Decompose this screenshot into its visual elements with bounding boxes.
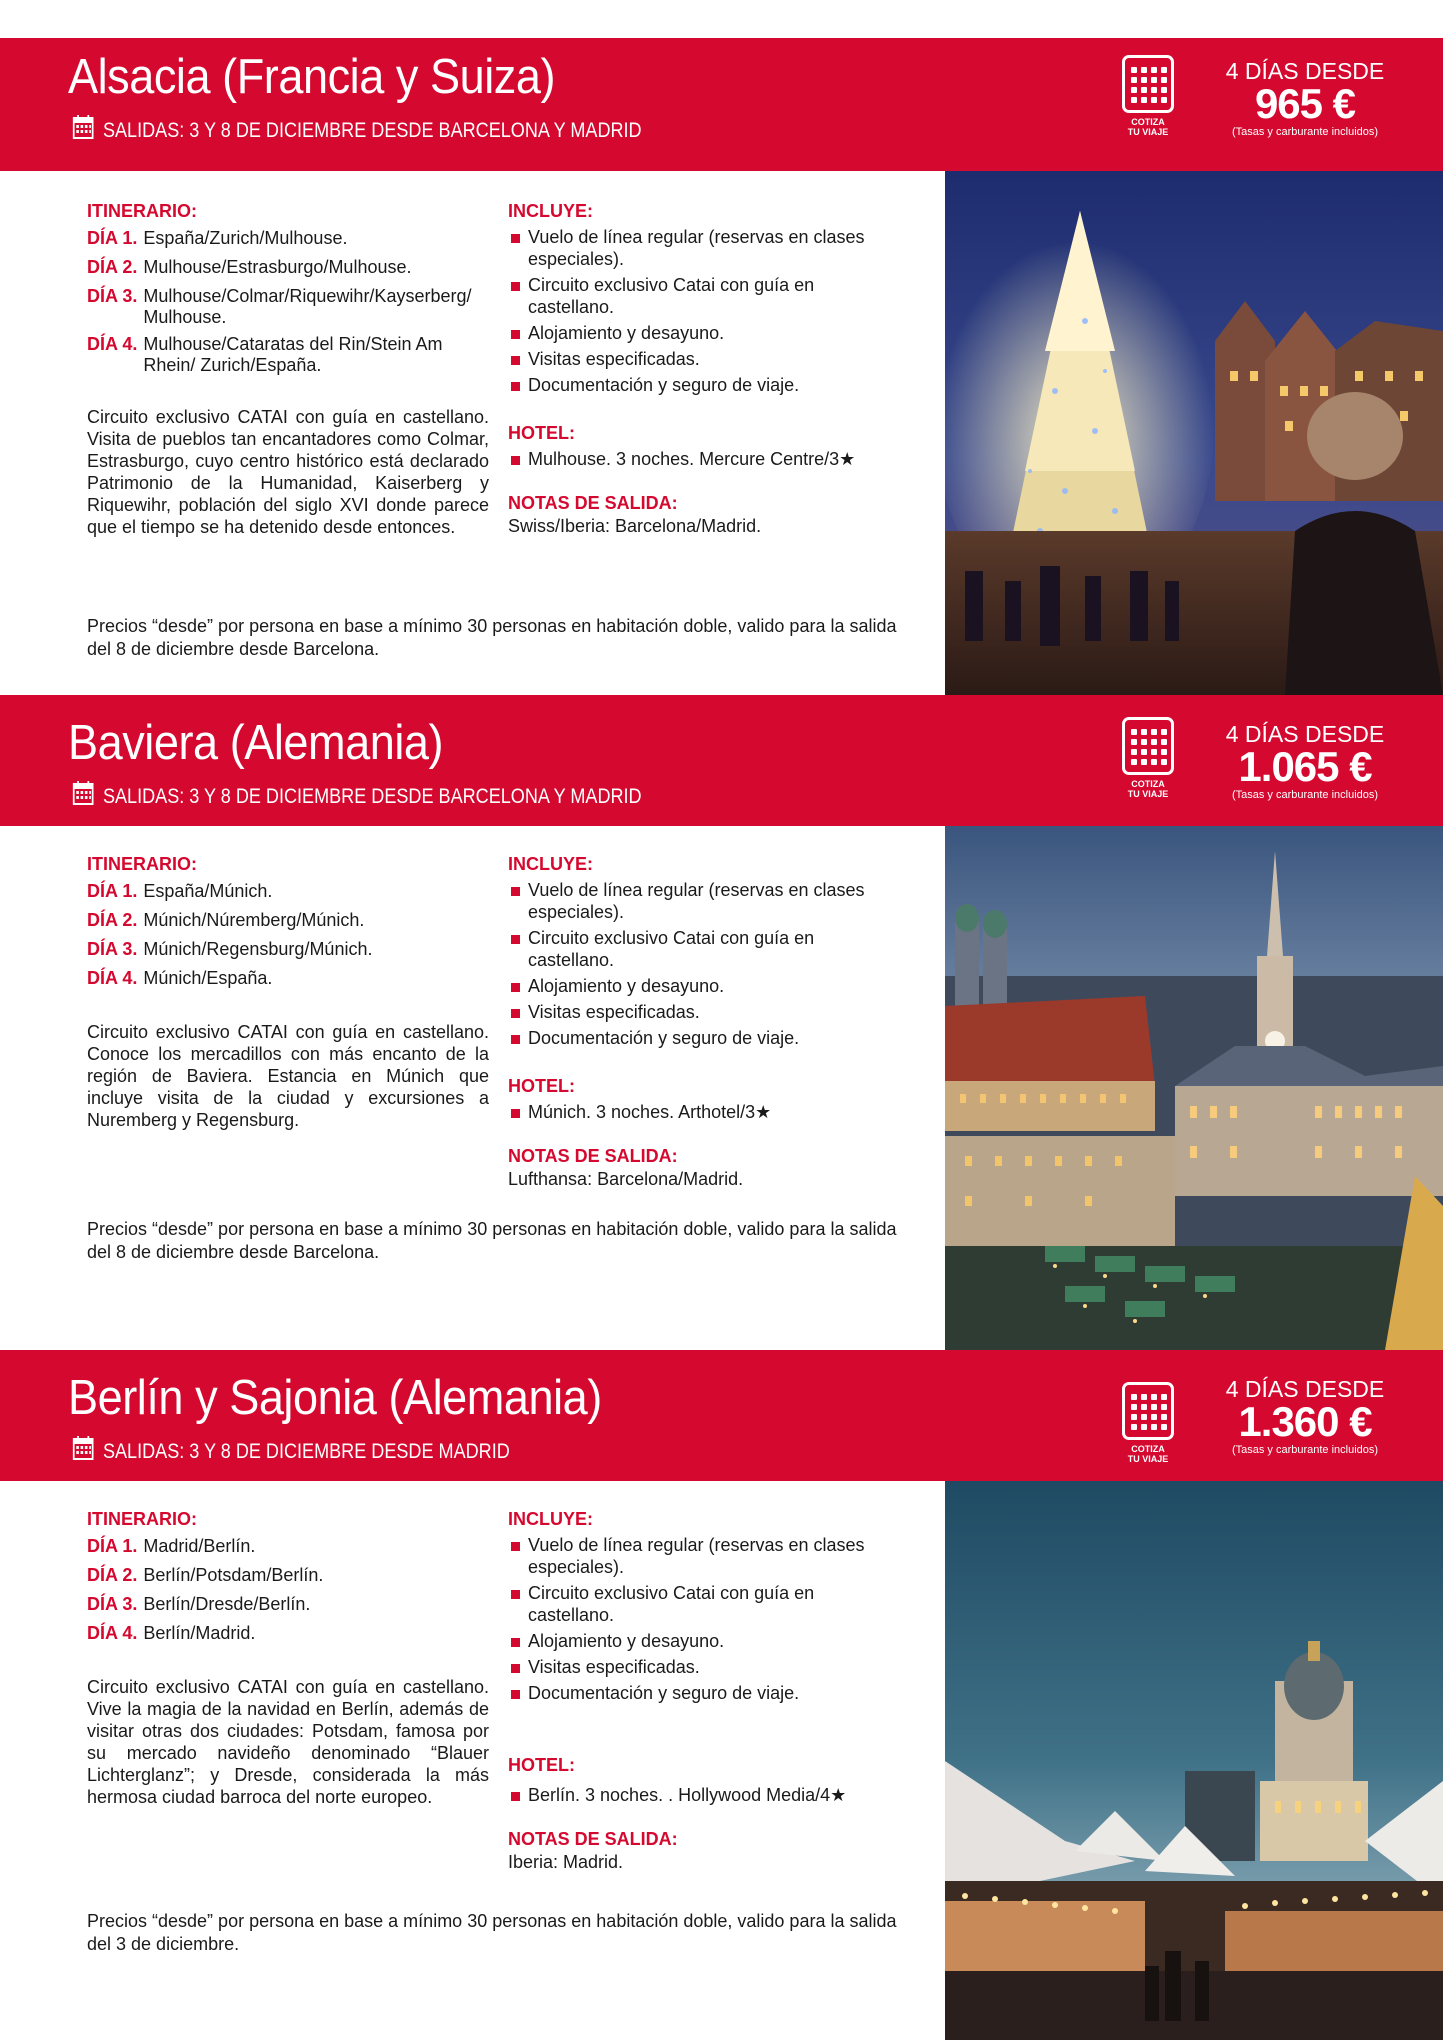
trip-title: Baviera (Alemania) xyxy=(68,716,444,770)
itinerary-day: DÍA 1. Madrid/Berlín. xyxy=(87,1536,256,1556)
quote-label-2: TU VIAJE xyxy=(1127,789,1169,799)
hotel-item: Berlín. 3 noches. . Hollywood Media/4★ xyxy=(508,1784,903,1806)
departure-notes-heading: NOTAS DE SALIDA: xyxy=(508,1146,678,1166)
departures-line xyxy=(72,114,642,144)
price: 1.065 € xyxy=(1238,743,1372,790)
includes-item: Documentación y seguro de viaje. xyxy=(508,1027,903,1049)
itinerary-day: DÍA 2. Mulhouse/Estrasburgo/Mulhouse. xyxy=(87,257,412,277)
calculator-icon xyxy=(1122,1382,1174,1440)
calendar-icon xyxy=(72,1435,94,1465)
includes-item: Vuelo de línea regular (reservas en clases especiales). xyxy=(508,226,878,270)
includes-item: Vuelo de línea regular (reservas en clases especiales). xyxy=(508,1534,878,1578)
quote-button[interactable] xyxy=(1120,55,1176,137)
trip-description: Circuito exclusivo CATAI con guía en castellano. Visita de pueblos tan encantadores como Colmar, Estrasburgo, cuyo centro histórico está declarado Patrimonio de la Humanidad, Kaiserberg y Riquewihr, población del siglo XVI donde parece que el tiempo se ha detenido desde entonces. xyxy=(87,407,489,537)
hotel-heading: HOTEL: xyxy=(508,1755,575,1775)
calculator-icon xyxy=(1122,717,1174,775)
departures-text: SALIDAS: 3 Y 8 DE DICIEMBRE DESDE BARCELONA Y MADRID xyxy=(102,119,642,142)
hotel-item: Mulhouse. 3 noches. Mercure Centre/3★ xyxy=(508,448,903,470)
departure-notes: Iberia: Madrid. xyxy=(508,1852,624,1872)
trip-title: Berlín y Sajonia (Alemania) xyxy=(68,1371,602,1425)
duration-label: 4 DÍAS DESDE xyxy=(1225,58,1385,84)
includes-list xyxy=(508,879,903,1049)
itinerary-day: DÍA 3. Múnich/Regensburg/Múnich. xyxy=(87,939,373,959)
departures-text: SALIDAS: 3 Y 8 DE DICIEMBRE DESDE MADRID xyxy=(102,1440,510,1463)
trip-description: Circuito exclusivo CATAI con guía en castellano. Conoce los mercadillos con más encanto de la región de Baviera. Estancia en Múnich que incluye visita de la ciudad y excursiones a Nuremberg y Regensburg. xyxy=(87,1022,489,1130)
duration-label: 4 DÍAS DESDE xyxy=(1225,721,1385,747)
quote-button[interactable] xyxy=(1120,717,1176,799)
calendar-icon xyxy=(72,780,94,810)
departures-text: SALIDAS: 3 Y 8 DE DICIEMBRE DESDE BARCELONA Y MADRID xyxy=(102,785,642,808)
hotel-heading: HOTEL: xyxy=(508,423,575,443)
itinerary-day: DÍA 4. Múnich/España. xyxy=(87,968,273,988)
itinerary-day: DÍA 3. Mulhouse/Colmar/Riquewihr/Kayserberg/ Mulhouse. xyxy=(87,286,472,327)
includes-column xyxy=(508,200,903,538)
includes-item: Documentación y seguro de viaje. xyxy=(508,1682,903,1704)
photo-strasbourg-christmas-tree xyxy=(945,171,1443,695)
includes-column xyxy=(508,853,903,1191)
includes-item: Visitas especificadas. xyxy=(508,1001,903,1023)
includes-list xyxy=(508,1534,903,1704)
itinerary-day: DÍA 1. España/Múnich. xyxy=(87,881,273,901)
includes-list xyxy=(508,226,903,396)
includes-item: Alojamiento y desayuno. xyxy=(508,322,903,344)
calendar-icon xyxy=(72,114,94,144)
trip-description: Circuito exclusivo CATAI con guía en castellano. Vive la magia de la navidad en Berlín, además de visitar otras dos ciudades: Potsdam, famosa por su mercado navideño denominado “Blauer Lichterglanz”; y Dresde, considerada la más hermosa ciudad barroca del norte europeo. xyxy=(87,1677,489,1807)
departure-notes: Lufthansa: Barcelona/Madrid. xyxy=(508,1169,744,1189)
itinerary-column xyxy=(87,200,487,538)
includes-column xyxy=(508,1508,903,1874)
quote-label-1: COTIZA xyxy=(1131,779,1165,789)
includes-item: Alojamiento y desayuno. xyxy=(508,975,903,997)
price: 1.360 € xyxy=(1238,1398,1372,1445)
tax-note: (Tasas y carburante incluidos) xyxy=(1231,1444,1379,1456)
hotel-heading: HOTEL: xyxy=(508,1076,575,1096)
price-footnote: Precios “desde” por persona en base a mínimo 30 personas en habitación doble, valido para la salida del 8 de diciembre desde Barcelona. xyxy=(87,616,897,659)
departure-notes-heading: NOTAS DE SALIDA: xyxy=(508,1829,678,1849)
includes-item: Visitas especificadas. xyxy=(508,1656,903,1678)
includes-item: Vuelo de línea regular (reservas en clases especiales). xyxy=(508,879,878,923)
itinerary-day: DÍA 2. Múnich/Núremberg/Múnich. xyxy=(87,910,365,930)
quote-label-2: TU VIAJE xyxy=(1127,1454,1169,1464)
itinerary-heading: ITINERARIO: xyxy=(87,1509,197,1529)
departure-notes: Swiss/Iberia: Barcelona/Madrid. xyxy=(508,516,762,536)
includes-item: Circuito exclusivo Catai con guía en castellano. xyxy=(508,274,903,318)
includes-heading: INCLUYE: xyxy=(508,1509,593,1529)
includes-item: Visitas especificadas. xyxy=(508,348,903,370)
trip-section-berlin xyxy=(0,1350,1443,2040)
itinerary-day: DÍA 1. España/Zurich/Mulhouse. xyxy=(87,228,348,248)
tax-note: (Tasas y carburante incluidos) xyxy=(1231,126,1379,138)
includes-item: Circuito exclusivo Catai con guía en castellano. xyxy=(508,927,903,971)
quote-label-2: TU VIAJE xyxy=(1127,127,1169,137)
tax-note: (Tasas y carburante incluidos) xyxy=(1231,789,1379,801)
itinerary-column xyxy=(87,853,487,1131)
includes-item: Circuito exclusivo Catai con guía en castellano. xyxy=(508,1582,903,1626)
itinerary-day: DÍA 4. Berlín/Madrid. xyxy=(87,1623,256,1643)
quote-label-1: COTIZA xyxy=(1131,117,1165,127)
photo-berlin-christmas-market xyxy=(945,1481,1443,2040)
price-box xyxy=(1225,60,1385,138)
itinerary-day: DÍA 2. Berlín/Potsdam/Berlín. xyxy=(87,1565,324,1585)
includes-heading: INCLUYE: xyxy=(508,854,593,874)
trip-section-alsacia xyxy=(0,0,1443,695)
itinerary-heading: ITINERARIO: xyxy=(87,201,197,221)
includes-heading: INCLUYE: xyxy=(508,201,593,221)
price-footnote: Precios “desde” por persona en base a mínimo 30 personas en habitación doble, valido para la salida del 3 de diciembre. xyxy=(87,1911,897,1954)
departure-notes-heading: NOTAS DE SALIDA: xyxy=(508,493,678,513)
itinerary-heading: ITINERARIO: xyxy=(87,854,197,874)
includes-item: Documentación y seguro de viaje. xyxy=(508,374,903,396)
price: 965 € xyxy=(1254,80,1356,127)
itinerary-day: DÍA 3. Berlín/Dresde/Berlín. xyxy=(87,1594,311,1614)
quote-button[interactable] xyxy=(1120,1382,1176,1464)
itinerary-day: DÍA 4. Mulhouse/Cataratas del Rin/Stein Am Rhein/ Zurich/España. xyxy=(87,334,443,375)
price-footnote: Precios “desde” por persona en base a mínimo 30 personas en habitación doble, valido para la salida del 8 de diciembre desde Barcelona. xyxy=(87,1219,897,1262)
itinerary-column xyxy=(87,1508,487,1808)
calculator-icon xyxy=(1122,55,1174,113)
duration-label: 4 DÍAS DESDE xyxy=(1225,1376,1385,1402)
trip-section-baviera xyxy=(0,695,1443,1350)
departures-line xyxy=(72,780,642,810)
departures-line xyxy=(72,1435,510,1465)
hotel-item: Múnich. 3 noches. Arthotel/3★ xyxy=(508,1101,903,1123)
trip-title: Alsacia (Francia y Suiza) xyxy=(68,50,556,104)
price-box xyxy=(1225,723,1385,801)
includes-item: Alojamiento y desayuno. xyxy=(508,1630,903,1652)
photo-munich-marienplatz xyxy=(945,826,1443,1350)
price-box xyxy=(1225,1378,1385,1456)
quote-label-1: COTIZA xyxy=(1131,1444,1165,1454)
